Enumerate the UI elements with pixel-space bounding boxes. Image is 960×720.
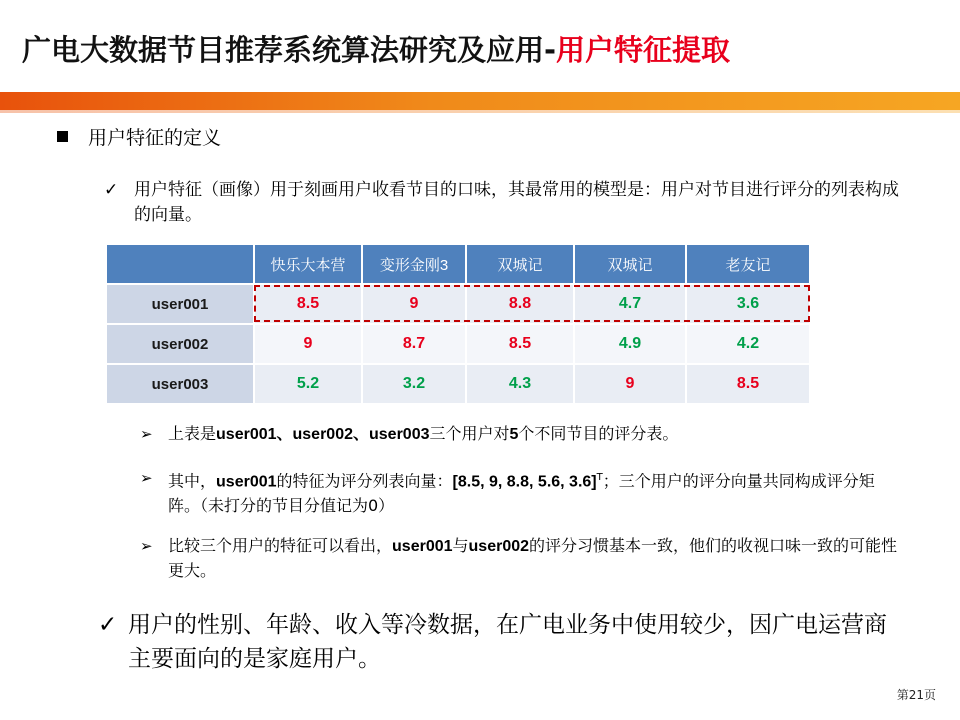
score-cell: 4.9	[574, 324, 686, 364]
column-header: 老友记	[686, 245, 810, 284]
rating-table	[107, 245, 811, 405]
definition-item	[104, 178, 904, 228]
row-user-label: user002	[107, 324, 254, 364]
conclusion-text: 用户的性别、年龄、收入等冷数据，在广电业务中使用较少，因广电运营商主要面向的是家庭用户。	[128, 612, 887, 672]
score-cell: 8.7	[362, 324, 466, 364]
column-header: 双城记	[574, 245, 686, 284]
title-divider-shadow	[0, 110, 960, 113]
title-divider-bar	[0, 92, 960, 110]
check-icon: ✓	[98, 612, 118, 638]
section-heading	[57, 123, 221, 150]
arrow-bullet-icon: ➢	[140, 469, 153, 487]
note-text: 比较三个用户的特征可以看出，user001与user002的评分习惯基本一致，他们的收视口味一致的可能性更大。	[168, 536, 898, 580]
table-header-row	[107, 245, 810, 284]
section-heading-text: 用户特征的定义	[88, 127, 222, 149]
column-header: 双城记	[466, 245, 574, 284]
table-row	[107, 284, 810, 324]
score-cell: 4.2	[686, 324, 810, 364]
page-number: 第21页	[896, 688, 936, 702]
check-icon: ✓	[104, 180, 119, 200]
score-cell: 9	[362, 284, 466, 324]
score-cell: 8.5	[466, 324, 574, 364]
note-text: 上表是user001、user002、user003三个用户对5个不同节目的评分表。	[168, 424, 679, 443]
square-bullet-icon	[57, 131, 68, 142]
column-header: 快乐大本营	[254, 245, 362, 284]
row-user-label: user001	[107, 284, 254, 324]
score-cell: 8.5	[254, 284, 362, 324]
table-header-corner	[107, 245, 254, 284]
score-cell: 8.8	[466, 284, 574, 324]
note-item	[140, 534, 900, 583]
score-cell: 5.2	[254, 364, 362, 404]
title-main: 广电大数据节目推荐系统算法研究及应用-	[22, 33, 557, 67]
note-item	[140, 466, 900, 518]
arrow-bullet-icon: ➢	[140, 537, 153, 555]
conclusion-item	[98, 608, 898, 676]
score-cell: 4.7	[574, 284, 686, 324]
score-cell: 9	[254, 324, 362, 364]
row-user-label: user003	[107, 364, 254, 404]
note-text: 其中，user001的特征为评分列表向量：[8.5, 9, 8.8, 5.6, 3.6]$^T$；三个用户的评分向量共同构成评分矩阵。（未打分的节目分值记为0）	[168, 471, 875, 516]
score-cell: 4.3	[466, 364, 574, 404]
score-cell: 3.6	[686, 284, 810, 324]
score-cell: 8.5	[686, 364, 810, 404]
note-item	[140, 422, 900, 447]
arrow-bullet-icon: ➢	[140, 425, 153, 443]
definition-text: 用户特征（画像）用于刻画用户收看节目的口味，其最常用的模型是：用户对节目进行评分的列表构成的向量。	[134, 180, 899, 225]
column-header: 变形金刚3	[362, 245, 466, 284]
table-row	[107, 364, 810, 404]
page-title	[22, 28, 730, 69]
title-accent: 用户特征提取	[556, 33, 731, 67]
table-row	[107, 324, 810, 364]
score-cell: 9	[574, 364, 686, 404]
score-cell: 3.2	[362, 364, 466, 404]
